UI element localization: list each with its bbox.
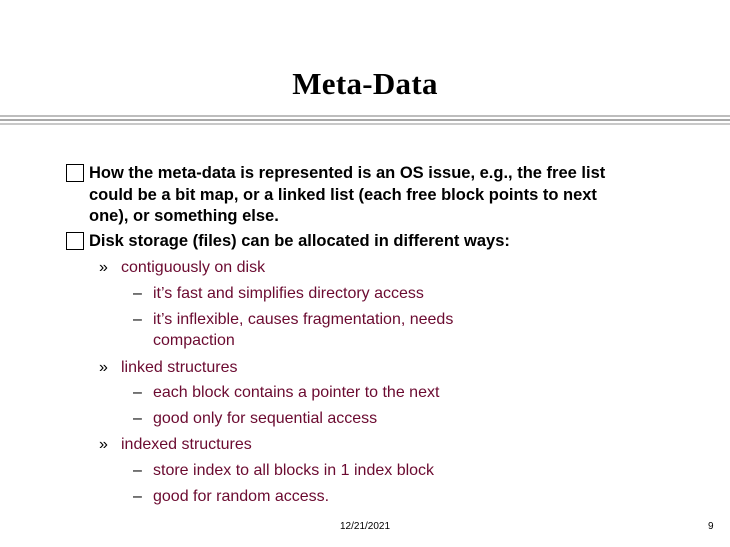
dash-bullet-icon: – xyxy=(133,384,142,401)
chevron-bullet-icon: » xyxy=(99,436,108,453)
sub-item-linked: linked structures xyxy=(121,359,238,376)
sub-sub-item: good only for sequential access xyxy=(153,410,378,427)
title-divider xyxy=(0,115,730,129)
dash-bullet-icon: – xyxy=(133,285,142,302)
sub-item-indexed: indexed structures xyxy=(121,436,252,453)
dash-bullet-icon: – xyxy=(133,410,142,427)
sub-sub-item: store index to all blocks in 1 index block xyxy=(153,462,435,479)
bullet-2-line-1: Disk storage (files) can be allocated in different ways: xyxy=(89,232,510,250)
square-bullet-icon xyxy=(66,164,84,182)
dash-bullet-icon: – xyxy=(133,462,142,479)
dash-bullet-icon: – xyxy=(133,488,142,505)
sub-sub-item: good for random access. xyxy=(153,488,330,505)
chevron-bullet-icon: » xyxy=(99,259,108,276)
slide-title: Meta-Data xyxy=(292,66,438,101)
sub-sub-item: it’s fast and simplifies directory access xyxy=(153,285,424,302)
chevron-bullet-icon: » xyxy=(99,359,108,376)
page-number: 9 xyxy=(708,521,714,532)
dash-bullet-icon: – xyxy=(133,311,142,328)
sub-sub-item: it’s inflexible, causes fragmentation, needs xyxy=(153,311,454,328)
sub-sub-item-continuation: compaction xyxy=(153,332,235,349)
sub-item-contiguous: contiguously on disk xyxy=(121,259,266,276)
sub-sub-item: each block contains a pointer to the next xyxy=(153,384,440,401)
square-bullet-icon xyxy=(66,232,84,250)
bullet-1-line-3: one), or something else. xyxy=(89,207,279,225)
footer-date: 12/21/2021 xyxy=(340,521,391,532)
bullet-1-line-1: How the meta-data is represented is an OS issue, e.g., the free list xyxy=(89,164,606,182)
bullet-1-line-2: could be a bit map, or a linked list (each free block points to next xyxy=(89,186,597,204)
